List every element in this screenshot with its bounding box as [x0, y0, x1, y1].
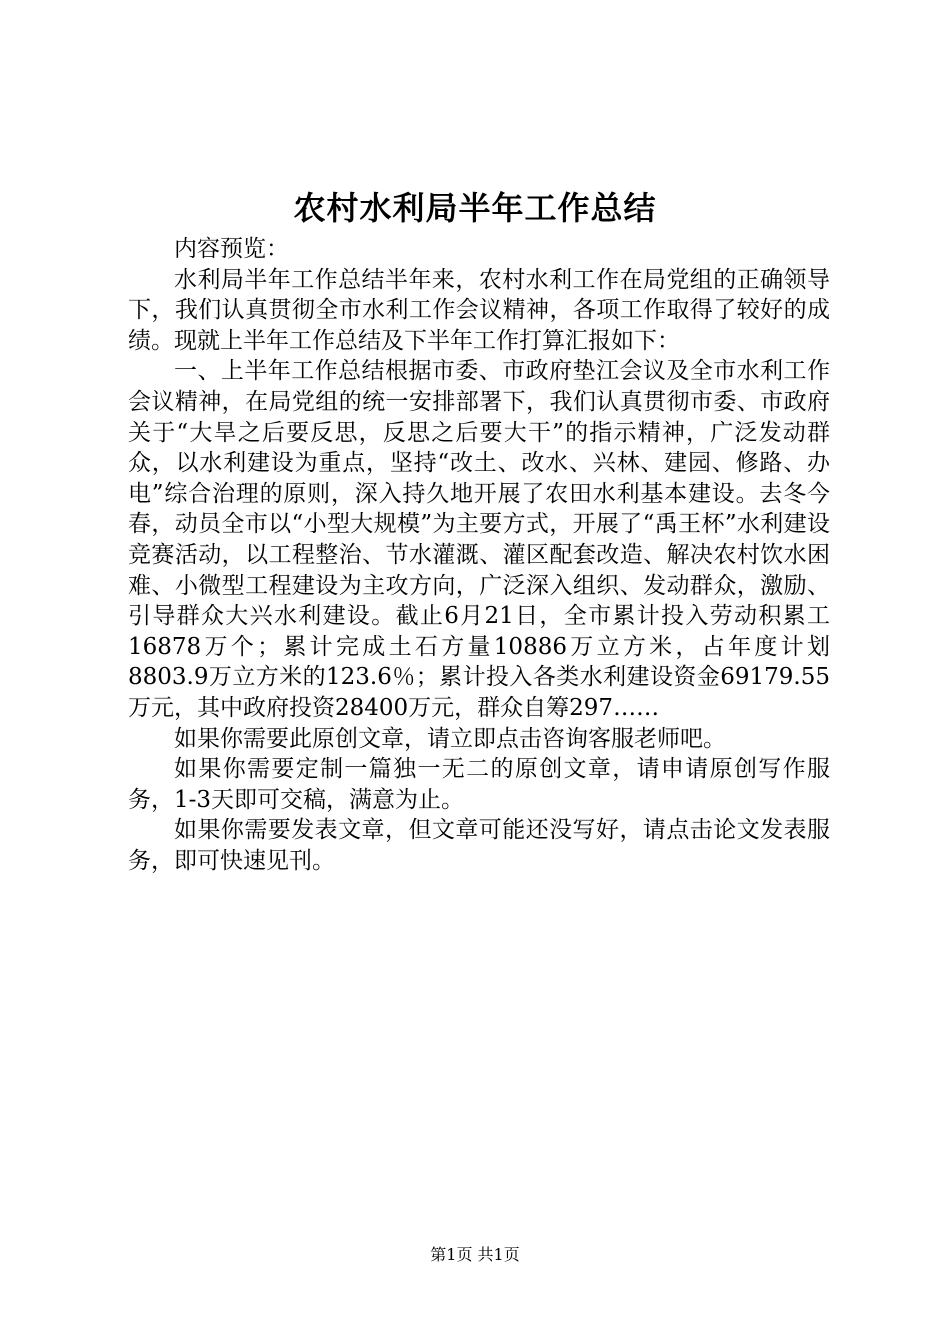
- original-article-link-text[interactable]: 如果你需要此原创文章，请立即点击咨询客服老师吧。: [174, 725, 726, 752]
- page-number: 第1页 共1页: [430, 1245, 520, 1264]
- document-body: [128, 234, 830, 876]
- intro-paragraph: 水利局半年工作总结半年来，农村水利工作在局党组的正确领导下，我们认真贯彻全市水利工作会议精神，各项工作取得了较好的成绩。现就上半年工作总结及下半年工作打算汇报如下：: [128, 266, 830, 354]
- summary-paragraph: 一、上半年工作总结根据市委、市政府垫江会议及全市水利工作会议精神，在局党组的统一安排部署下，我们认真贯彻市委、市政府关于“大旱之后要反思，反思之后要大干”的指示精神，广泛发动群众，以水利建设为重点，坚持“改土、改水、兴林、建园、修路、办电”综合治理的原则，深入持久地开展了农田水利基本建设。去冬今春，动员全市以“小型大规模”为主要方式，开展了“禹王杯”水利建设竞赛活动，以工程整治、节水灌溉、灌区配套改造、解决农村饮水困难、小微型工程建设为主攻方向，广泛深入组织、发动群众，激励、引导群众大兴水利建设。截止6月21日，全市累计投入劳动积累工16878万个；累计完成土石方量10886万立方米，占年度计划8803.9万立方米的123.6％；累计投入各类水利建设资金69179.55万元，其中政府投资28400万元，群众自筹297……: [128, 358, 830, 721]
- document-title: 农村水利局半年工作总结: [293, 189, 657, 227]
- publishing-service-text[interactable]: 如果你需要发表文章，但文章可能还没写好，请点击论文发表服务，即可快速见刊。: [128, 817, 830, 874]
- custom-writing-service-text[interactable]: 如果你需要定制一篇独一无二的原创文章，请申请原创写作服务，1-3天即可交稿，满意为止。: [128, 756, 830, 813]
- preview-label: 内容预览：: [174, 236, 289, 262]
